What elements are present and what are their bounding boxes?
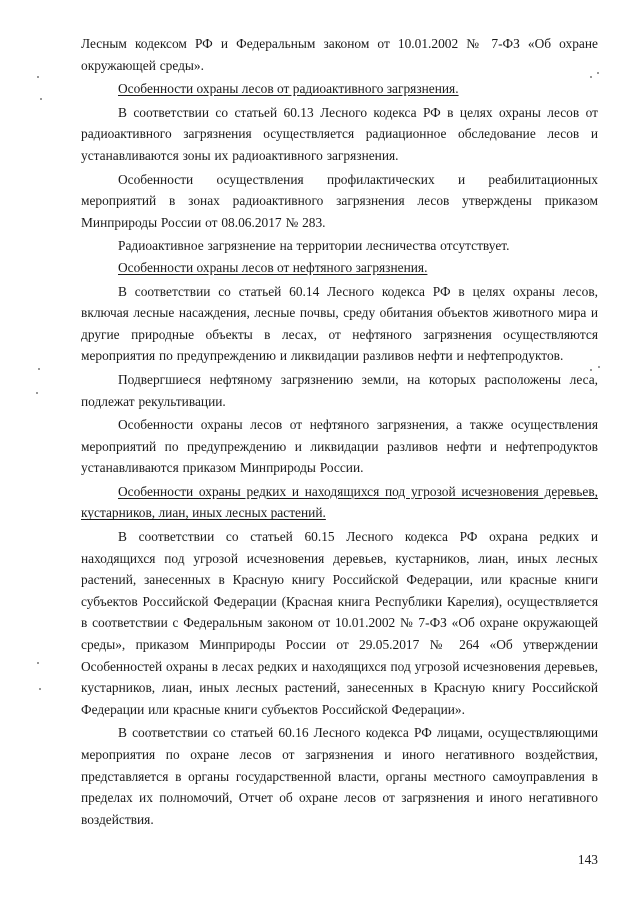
- scan-speck: [597, 72, 599, 74]
- scan-speck: [598, 366, 600, 368]
- scan-speck: [37, 662, 39, 664]
- heading-radioactive: Особенности охраны лесов от радиоактивного загрязнения.: [118, 81, 459, 97]
- scan-speck: [39, 688, 41, 690]
- heading-oil-pollution: Особенности охраны лесов от нефтяного загрязнения.: [118, 259, 428, 275]
- heading-rare-plants: Особенности охраны редких и находящихся под угрозой исчезновения деревьев, кустарников, лиан, иных лесных растений.: [81, 483, 598, 521]
- paragraph-recultivation: Подвергшиеся нефтяному загрязнению земли, на которых расположены леса, подлежат рекультивации.: [81, 371, 598, 409]
- scan-speck: [590, 369, 592, 371]
- paragraph-article-60-16: В соответствии со статьей 60.16 Лесного кодекса РФ лицами, осуществляющими мероприятия по охране лесов от загрязнения и иного негативного воздействия, представляется в органы государственной власти, органы местного самоуправления в пределах их полномочий, Отчет об охране лесов от загрязнения и иного негативного воздействия.: [81, 725, 598, 827]
- paragraph-article-60-14: В соответствии со статьей 60.14 Лесного кодекса РФ в целях охраны лесов, включая лесные насаждения, лесные почвы, среду обитания объектов животного мира и другие природные объекты в лесах, от нефтяного загрязнения осуществляются мероприятия по предупреждению и ликвидации разливов нефти и нефтепродуктов.: [81, 283, 598, 364]
- paragraph-article-60-15: В соответствии со статьей 60.15 Лесного кодекса РФ охрана редких и находящихся под угрозой исчезновения деревьев, кустарников, лиан, иных лесных растений, занесенных в Красную книгу Российской Федерации, или красные книги субъектов Российской Федерации (Красная книга Республики Карелия), осуществляется в соответствии с Федеральным законом от 10.01.2002 № 7-ФЗ «Об охране окружающей среды», приказом Минприроды России от 29.05.2017 № 264 «Об утверждении Особенностей охраны в лесах редких и находящихся под угрозой исчезновения деревьев, кустарников, лиан, иных лесных растений, занесенных в Красную книгу Российской Федерации или красные книги субъектов Российской Федерации».: [81, 529, 598, 717]
- page-number: 143: [577, 852, 598, 867]
- scan-speck: [36, 392, 38, 394]
- paragraph-oil-order: Особенности охраны лесов от нефтяного загрязнения, а также осуществления мероприятий по предупреждению и ликвидации разливов нефти и нефтепродуктов устанавливаются приказом Минприроды России.: [81, 417, 598, 476]
- paragraph-article-60-13: В соответствии со статьей 60.13 Лесного кодекса РФ в целях охраны лесов от радиоактивного загрязнения осуществляется радиационное обследование лесов и устанавливаются зоны их радиоактивного загрязнения.: [81, 104, 598, 163]
- paragraph-intro: Лесным кодексом РФ и Федеральным законом от 10.01.2002 № 7-ФЗ «Об охране окружающей среды».: [81, 36, 598, 73]
- scan-speck: [37, 76, 39, 78]
- paragraph-no-radioactive: Радиоактивное загрязнение на территории лесничества отсутствует.: [118, 238, 510, 254]
- scan-speck: [38, 368, 40, 370]
- scan-speck: [40, 98, 42, 100]
- scan-speck: [590, 76, 592, 78]
- paragraph-rehab-measures: Особенности осуществления профилактических и реабилитационных мероприятий в зонах радиоактивного загрязнения лесов утверждены приказом Минприроды России от 08.06.2017 № 283.: [81, 171, 598, 230]
- text-column: [81, 33, 598, 830]
